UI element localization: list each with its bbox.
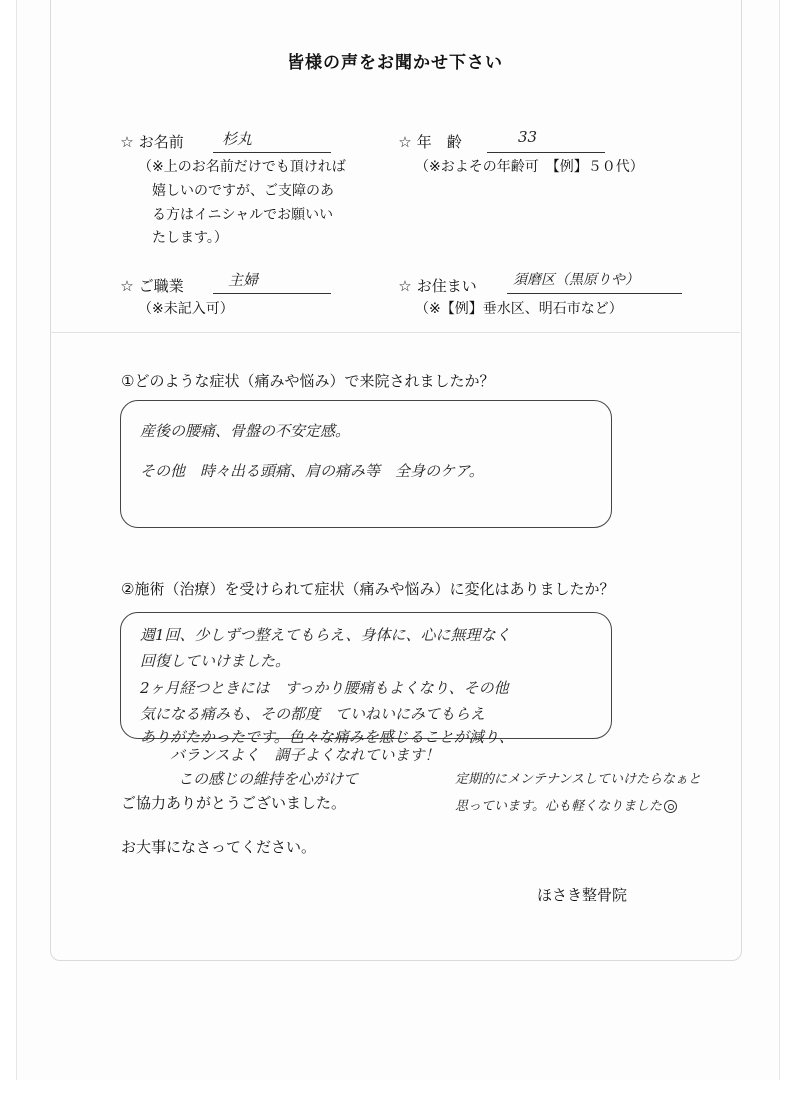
- answer-2-line-2: 回復していけました。: [140, 652, 291, 670]
- circle-mark-icon: [664, 800, 677, 813]
- age-value: 33: [518, 128, 538, 146]
- address-field-label: ☆ お住まい: [398, 277, 477, 295]
- job-value: 主婦: [228, 271, 259, 289]
- job-field-label: ☆ ご職業: [120, 277, 184, 295]
- address-underline: [507, 293, 682, 294]
- thanks-text: ご協力ありがとうございました。: [121, 794, 347, 812]
- answer-2-line-9: 思っています。心も軽くなりました: [455, 795, 677, 814]
- star-icon: ☆: [120, 133, 134, 151]
- take-care-text: お大事になさってください。: [121, 838, 317, 856]
- name-note-line-4: たします。）: [152, 230, 228, 246]
- fold-line: [50, 332, 740, 333]
- name-note-line-3: る方はイニシャルでお願いい: [152, 207, 334, 223]
- address-note: （※【例】垂水区、明石市など）: [415, 301, 623, 317]
- name-underline: [213, 152, 331, 153]
- name-note-line-1: （※上のお名前だけでも頂ければ: [138, 159, 346, 175]
- clinic-name: ほさき整骨院: [537, 886, 628, 904]
- question-2: ②施術（治療）を受けられて症状（痛みや悩み）に変化はありましたか？: [121, 580, 615, 598]
- answer-2-line-7: この感じの維持を心がけて: [178, 770, 359, 788]
- address-value: 須磨区（黒原りや）: [513, 272, 639, 288]
- name-field-label: ☆ お名前: [120, 133, 184, 151]
- answer-2-line-1: 週1回、少しずつ整えてもらえ、身体に、心に無理なく: [140, 626, 511, 644]
- answer-2-line-6: バランスよく 調子よくなれています！: [170, 746, 440, 764]
- name-value: 杉丸: [222, 130, 253, 148]
- age-field-label: ☆ 年 齢: [398, 133, 462, 151]
- star-icon: ☆: [120, 277, 134, 295]
- answer-2-line-4: 気になる痛みも、その都度 ていねいにみてもらえ: [140, 705, 486, 723]
- star-icon: ☆: [398, 133, 412, 151]
- name-note-line-2: 嬉しいのですが、ご支障のあ: [152, 183, 334, 199]
- job-underline: [213, 293, 331, 294]
- answer-2-line-3: 2ヶ月経つときには すっかり腰痛もよくなり、その他: [140, 679, 509, 697]
- answer-2-line-5: ありがたかったです。色々な痛みを感じることが減り、: [140, 728, 514, 746]
- job-note: （※未記入可）: [138, 301, 234, 317]
- age-note: （※およその年齢可 【例】５０代）: [415, 159, 644, 175]
- age-underline: [487, 152, 605, 153]
- star-icon: ☆: [398, 277, 412, 295]
- answer-2-line-8: 定期的にメンテナンスしていけたらなぁと: [455, 772, 701, 787]
- question-1: ①どのような症状（痛みや悩み）で来院されましたか？: [121, 372, 495, 390]
- answer-1-line-2: その他 時々出る頭痛、肩の痛み等 全身のケア。: [140, 462, 484, 480]
- page-title: 皆様の声をお聞かせ下さい: [287, 53, 503, 73]
- answer-1-line-1: 産後の腰痛、骨盤の不安定感。: [140, 422, 351, 440]
